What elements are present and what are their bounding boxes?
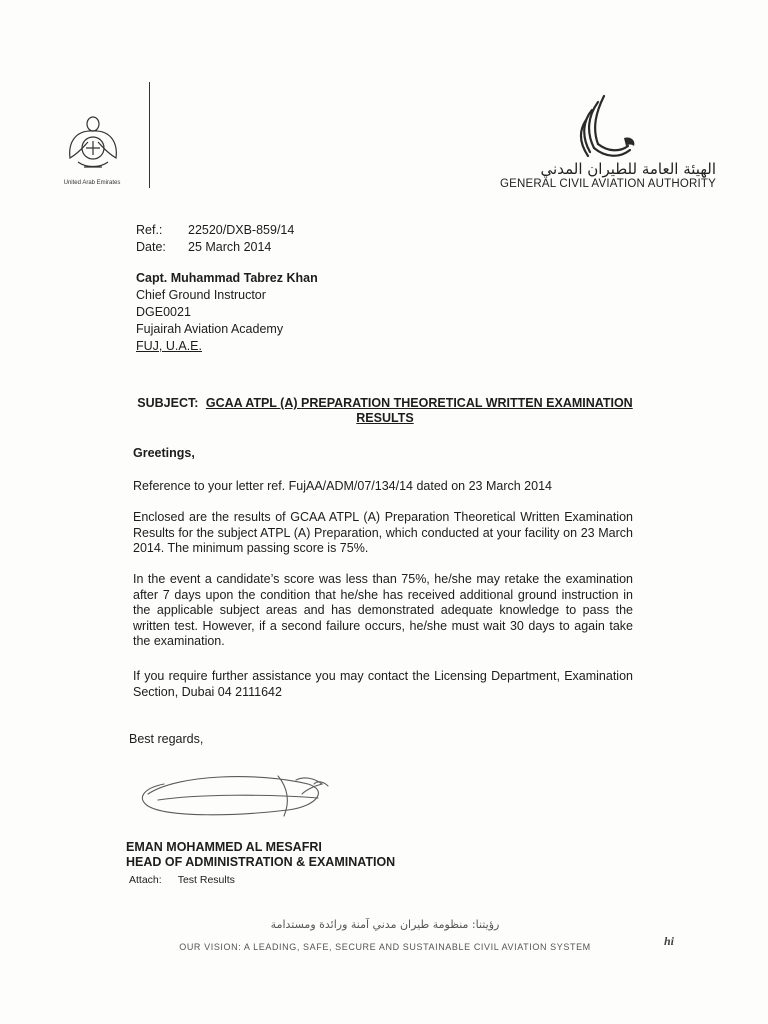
subject-line bbox=[130, 396, 640, 426]
date-line bbox=[136, 239, 294, 256]
uae-caption: United Arab Emirates bbox=[63, 180, 121, 186]
subject-title-line2: RESULTS bbox=[356, 411, 414, 425]
uae-emblem-logo bbox=[64, 112, 122, 174]
recipient-address bbox=[136, 270, 318, 355]
subject-lead: SUBJECT: bbox=[137, 396, 199, 410]
signatory-title: HEAD OF ADMINISTRATION & EXAMINATION bbox=[126, 855, 396, 869]
attach-label: Attach: bbox=[129, 874, 162, 886]
date-value: 25 March 2014 bbox=[188, 240, 272, 254]
header-divider bbox=[149, 82, 150, 188]
handwritten-mark: hi bbox=[664, 934, 675, 948]
gcaa-name-english: GENERAL CIVIL AVIATION AUTHORITY bbox=[500, 178, 716, 190]
date-label: Date: bbox=[136, 240, 166, 254]
ref-value: 22520/DXB-859/14 bbox=[188, 223, 295, 237]
signatory-name: EMAN MOHAMMED AL MESAFRI bbox=[126, 840, 322, 854]
closing: Best regards, bbox=[129, 732, 204, 746]
recipient-position: Chief Ground Instructor bbox=[136, 288, 266, 302]
ref-line bbox=[136, 222, 294, 239]
recipient-id: DGE0021 bbox=[136, 305, 191, 319]
subject-title-line1: GCAA ATPL (A) PREPARATION THEORETICAL WRITTEN EXAMINATION bbox=[205, 396, 633, 410]
paragraph-reference: Reference to your letter ref. FujAA/ADM/07/134/14 dated on 23 March 2014 bbox=[133, 479, 552, 493]
recipient-name: Capt. Muhammad Tabrez Khan bbox=[136, 271, 318, 285]
paragraph-contact: If you require further assistance you may contact the Licensing Department, Examination Section, Dubai 04 2111642 bbox=[133, 669, 633, 699]
paragraph-retake-policy: In the event a candidate’s score was less than 75%, he/she may retake the examination after 7 days upon the condition that he/she has received additional ground instruction in the applicable subject areas and has demonstrated adequate knowledge to pass the written test. However, if a second failure occurs, he/she must wait 30 days to again take the examination. bbox=[133, 572, 633, 648]
recipient-organization: Fujairah Aviation Academy bbox=[136, 322, 284, 336]
attach-value: Test Results bbox=[177, 874, 235, 886]
vision-statement-english: OUR VISION: A LEADING, SAFE, SECURE AND SUSTAINABLE CIVIL AVIATION SYSTEM bbox=[179, 942, 591, 952]
handwritten-signature bbox=[118, 754, 348, 830]
vision-statement-arabic: رؤيتنا: منظومة طيران مدني آمنة ورائدة ومستدامة bbox=[270, 918, 500, 931]
paragraph-enclosed-results: Enclosed are the results of GCAA ATPL (A) Preparation Theoretical Written Examination Results for the subject ATPL (A) Preparation, which conducted at your facility on 23 March 2014. The minimum passing score is 75%. bbox=[133, 510, 633, 555]
ref-label: Ref.: bbox=[136, 223, 163, 237]
attachment-line bbox=[129, 874, 235, 886]
reference-block bbox=[136, 222, 294, 256]
recipient-location: FUJ, U.A.E. bbox=[136, 339, 202, 353]
gcaa-falcon-logo bbox=[574, 92, 638, 168]
greeting: Greetings, bbox=[133, 446, 195, 460]
signatory-block bbox=[126, 840, 395, 870]
gcaa-name-arabic: الهيئة العامة للطيران المدني bbox=[540, 160, 716, 178]
